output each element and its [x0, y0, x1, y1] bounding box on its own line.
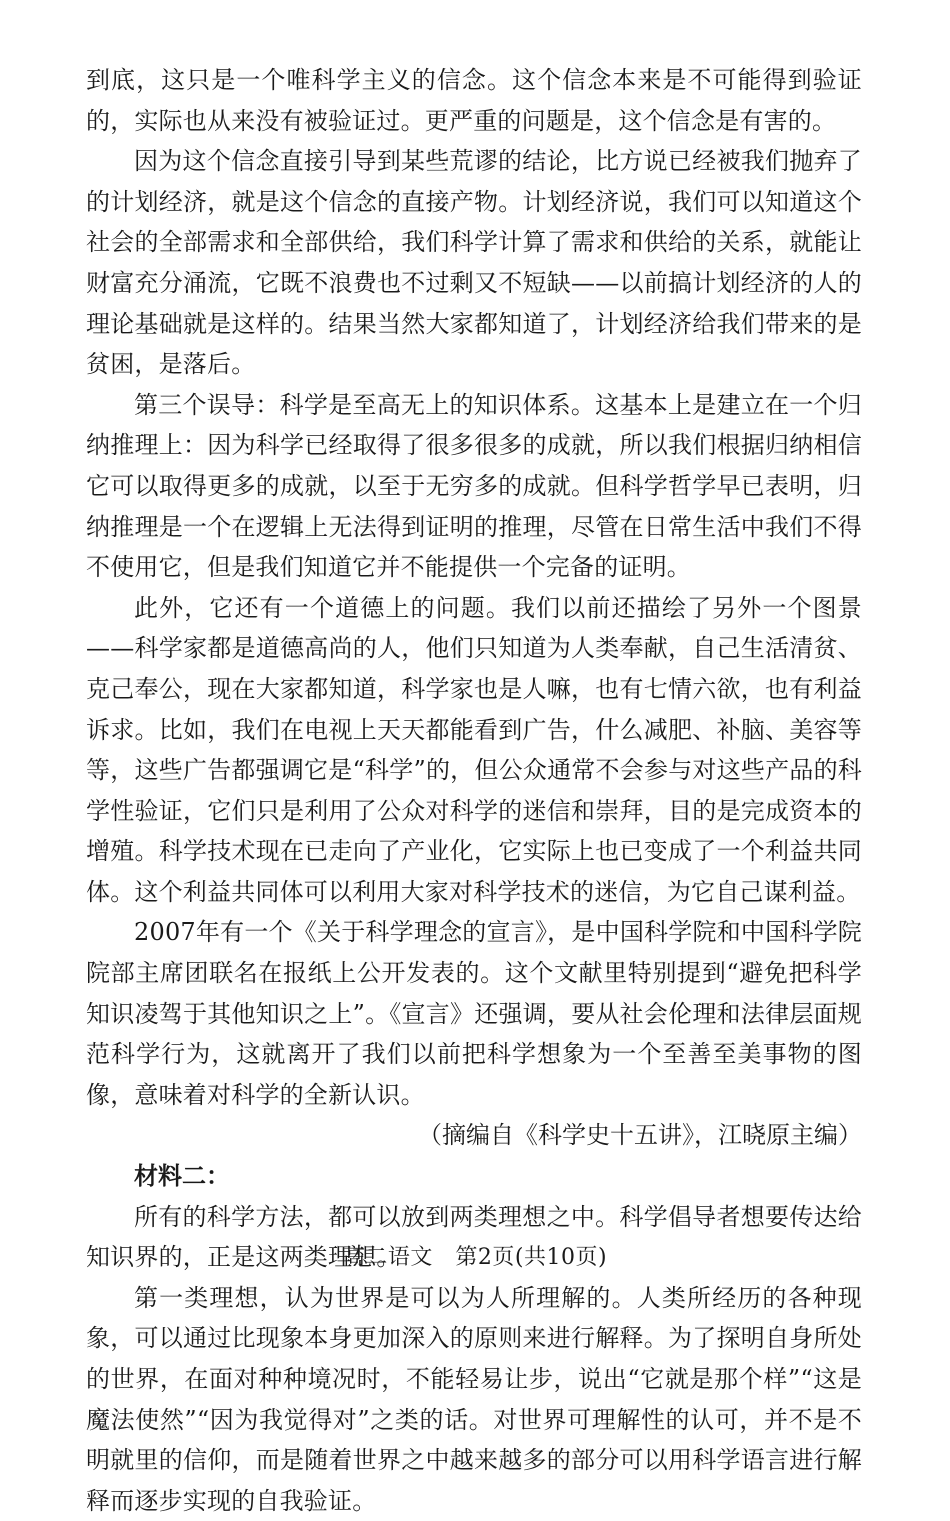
page-footer: 高二语文 第2页(共10页) — [342, 1245, 608, 1270]
paragraph-5: 2007年有一个《关于科学理念的宣言》，是中国科学院和中国科学院院部主席团联名在报纸上公开发表的。这个文献里特别提到“避免把科学知识凌驾于其他知识之上”。《宣言》还强调，要从社会伦理和法律层面规范科学行为，这就离开了我们以前把科学想象为一个至善至美事物的图像，意味着对科学的全新认识。 — [86, 918, 862, 1109]
paragraph-2: 因为这个信念直接引导到某些荒谬的结论，比方说已经被我们抛弃了的计划经济，就是这个信念的直接产物。计划经济说，我们可以知道这个社会的全部需求和全部供给，我们科学计算了需求和供给的关系，就能让财富充分涌流，它既不浪费也不过剩又不短缺——以前搞计划经济的人的理论基础就是这样的。结果当然大家都知道了，计划经济给我们带来的是贫困，是落后。 — [86, 147, 862, 379]
source-citation: （摘编自《科学史十五讲》，江晓原主编） — [418, 1121, 862, 1150]
paragraph-1: 到底，这只是一个唯科学主义的信念。这个信念本来是不可能得到验证的，实际也从来没有被验证过。更严重的问题是，这个信念是有害的。 — [86, 66, 862, 135]
paragraph-3: 第三个误导：科学是至高无上的知识体系。这基本上是建立在一个归纳推理上：因为科学已经取得了很多很多的成就，所以我们根据归纳相信它可以取得更多的成就，以至于无穷多的成就。但科学哲学早已表明，归纳推理是一个在逻辑上无法得到证明的推理，尽管在日常生活中我们不得不使用它，但是我们知道它并不能提供一个完备的证明。 — [86, 390, 862, 582]
section-heading: 材料二： — [134, 1161, 230, 1191]
section2-paragraph-1: 所有的科学方法，都可以放到两类理想之中。科学倡导者想要传达给知识界的，正是这两类理想。 — [86, 1202, 862, 1272]
document-page — [86, 60, 862, 1521]
paragraph-4: 此外，它还有一个道德上的问题。我们以前还描绘了另外一个图景——科学家都是道德高尚的人，他们只知道为人类奉献，自己生活清贫、克己奉公，现在大家都知道，科学家也是人嘛，也有七情六欲，也有利益诉求。比如，我们在电视上天天都能看到广告，什么减肥、补脑、美容等等，这些广告都强调它是“科学”的，但公众通常不会参与对这些产品的科学性验证，它们只是利用了公众对科学的迷信和崇拜，目的是完成资本的增殖。科学技术现在已走向了产业化，它实际上也已变成了一个利益共同体。这个利益共同体可以利用大家对科学技术的迷信，为它自己谋利益。 — [86, 593, 862, 906]
section2-paragraph-2: 第一类理想，认为世界是可以为人所理解的。人类所经历的各种现象，可以通过比现象本身更加深入的原则来进行解释。为了探明自身所处的世界，在面对种种境况时，不能轻易让步，说出“它就是那个样”“这是魔法使然”“因为我觉得对”之类的话。对世界可理解性的认可，并不是不明就里的信仰，而是随着世界之中越来越多的部分可以用科学语言进行解释而逐步实现的自我验证。 — [86, 1283, 862, 1515]
